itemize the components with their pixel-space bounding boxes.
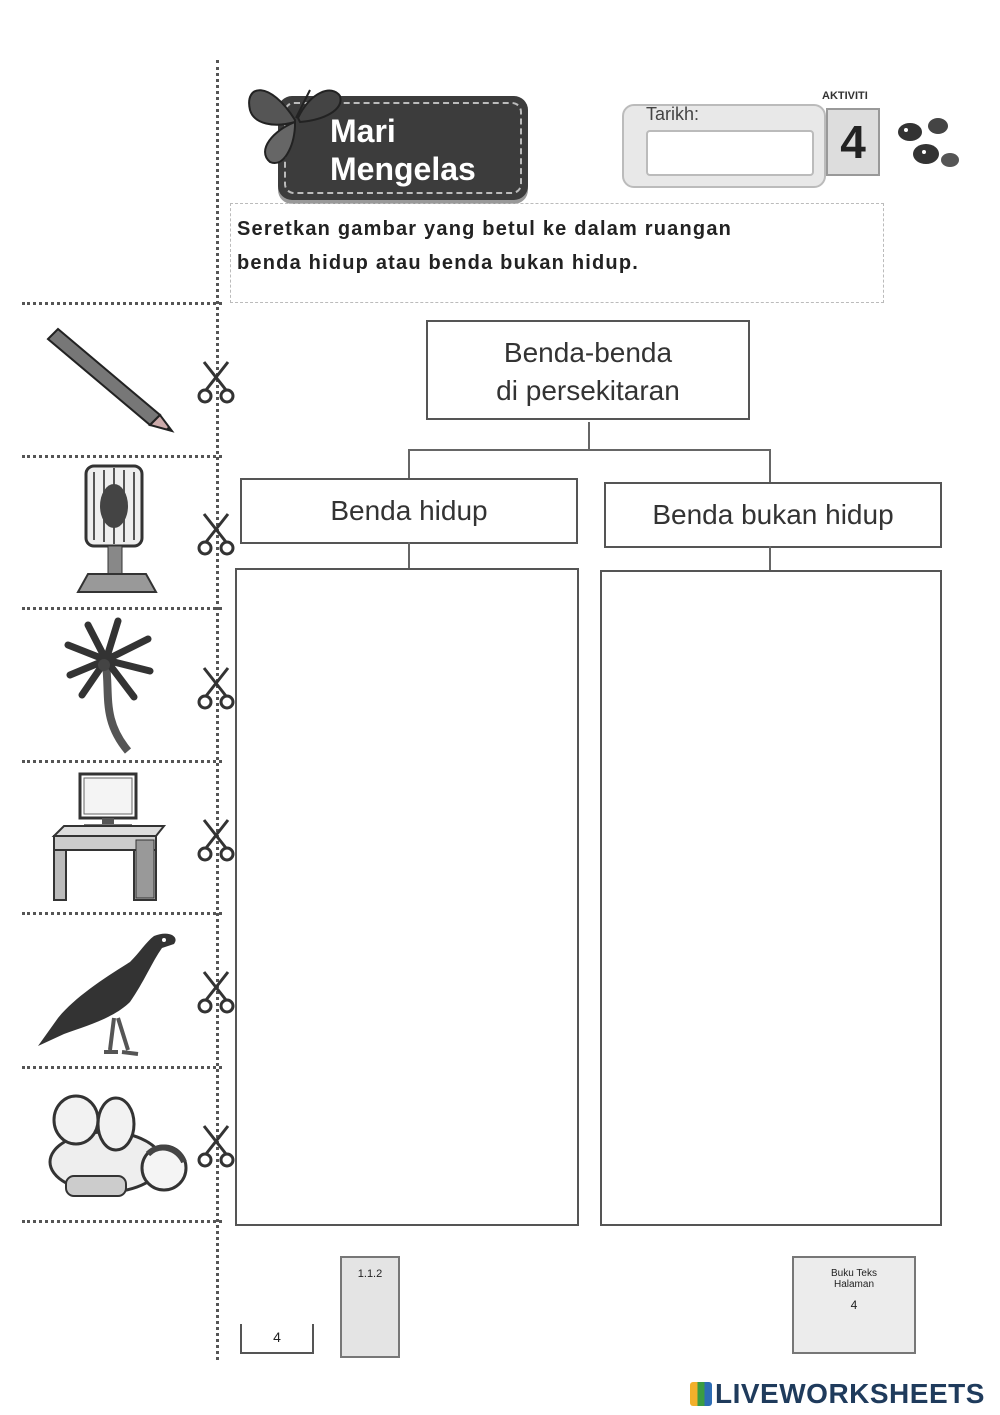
scissors-icon (196, 818, 236, 862)
computer-desk-image[interactable] (44, 770, 174, 905)
page-number: 4 (273, 1329, 281, 1345)
scissors-icon (196, 1124, 236, 1168)
connector-line (769, 546, 771, 570)
root-line-2: di persekitaran (496, 375, 680, 406)
code-tag (340, 1256, 400, 1358)
beetles-icon (890, 110, 962, 178)
book-tag-line-1: Buku Teks (831, 1268, 877, 1279)
horizontal-cut-line (22, 607, 222, 610)
non-living-things-drop-zone[interactable] (600, 570, 942, 1226)
book-reference-tag (792, 1256, 916, 1354)
scissors-icon (196, 970, 236, 1014)
connector-line (408, 449, 770, 451)
instruction-box (230, 203, 884, 303)
horizontal-cut-line (22, 1066, 222, 1069)
title-line-1: Mari (330, 113, 396, 149)
non-living-things-header: Benda bukan hidup (604, 482, 942, 548)
coconut-tree-image[interactable] (58, 615, 158, 755)
code-tag-text: 1.1.2 (357, 1268, 383, 1280)
horizontal-cut-line (22, 455, 222, 458)
activity-number: 4 (826, 108, 880, 176)
pencil-image[interactable] (40, 325, 180, 435)
fan-image[interactable] (70, 462, 160, 597)
instruction-line-2: benda hidup atau benda bukan hidup. (237, 252, 639, 274)
watermark-text: LIVEWORKSHEETS (715, 1378, 985, 1409)
connector-line (588, 422, 590, 450)
horizontal-cut-line (22, 1220, 222, 1223)
liveworksheets-logo (690, 1378, 985, 1410)
page-number-tab (240, 1324, 314, 1354)
living-things-header: Benda hidup (240, 478, 578, 544)
root-line-1: Benda-benda (503, 337, 673, 368)
horizontal-cut-line (22, 302, 222, 305)
activity-label: AKTIVITI (822, 90, 868, 102)
connector-line (408, 449, 410, 479)
worksheet-title (330, 112, 476, 188)
scissors-icon (196, 666, 236, 710)
living-things-drop-zone[interactable] (235, 568, 579, 1226)
connector-line (408, 542, 410, 568)
root-category-box (426, 320, 750, 420)
scissors-icon (196, 512, 236, 556)
connector-line (769, 449, 771, 483)
title-line-2: Mengelas (330, 151, 476, 187)
book-tag-line-3: 4 (850, 1298, 858, 1312)
baby-image[interactable] (36, 1090, 188, 1205)
instruction-line-1: Seretkan gambar yang betul ke dalam ruangan (237, 218, 733, 240)
date-field[interactable] (646, 130, 814, 176)
scissors-icon (196, 360, 236, 404)
horizontal-cut-line (22, 912, 222, 915)
book-tag-line-2: Halaman (833, 1279, 875, 1290)
date-label: Tarikh: (646, 104, 700, 124)
eagle-image[interactable] (34, 922, 184, 1062)
horizontal-cut-line (22, 760, 222, 763)
liveworksheets-mark-icon (690, 1382, 712, 1406)
